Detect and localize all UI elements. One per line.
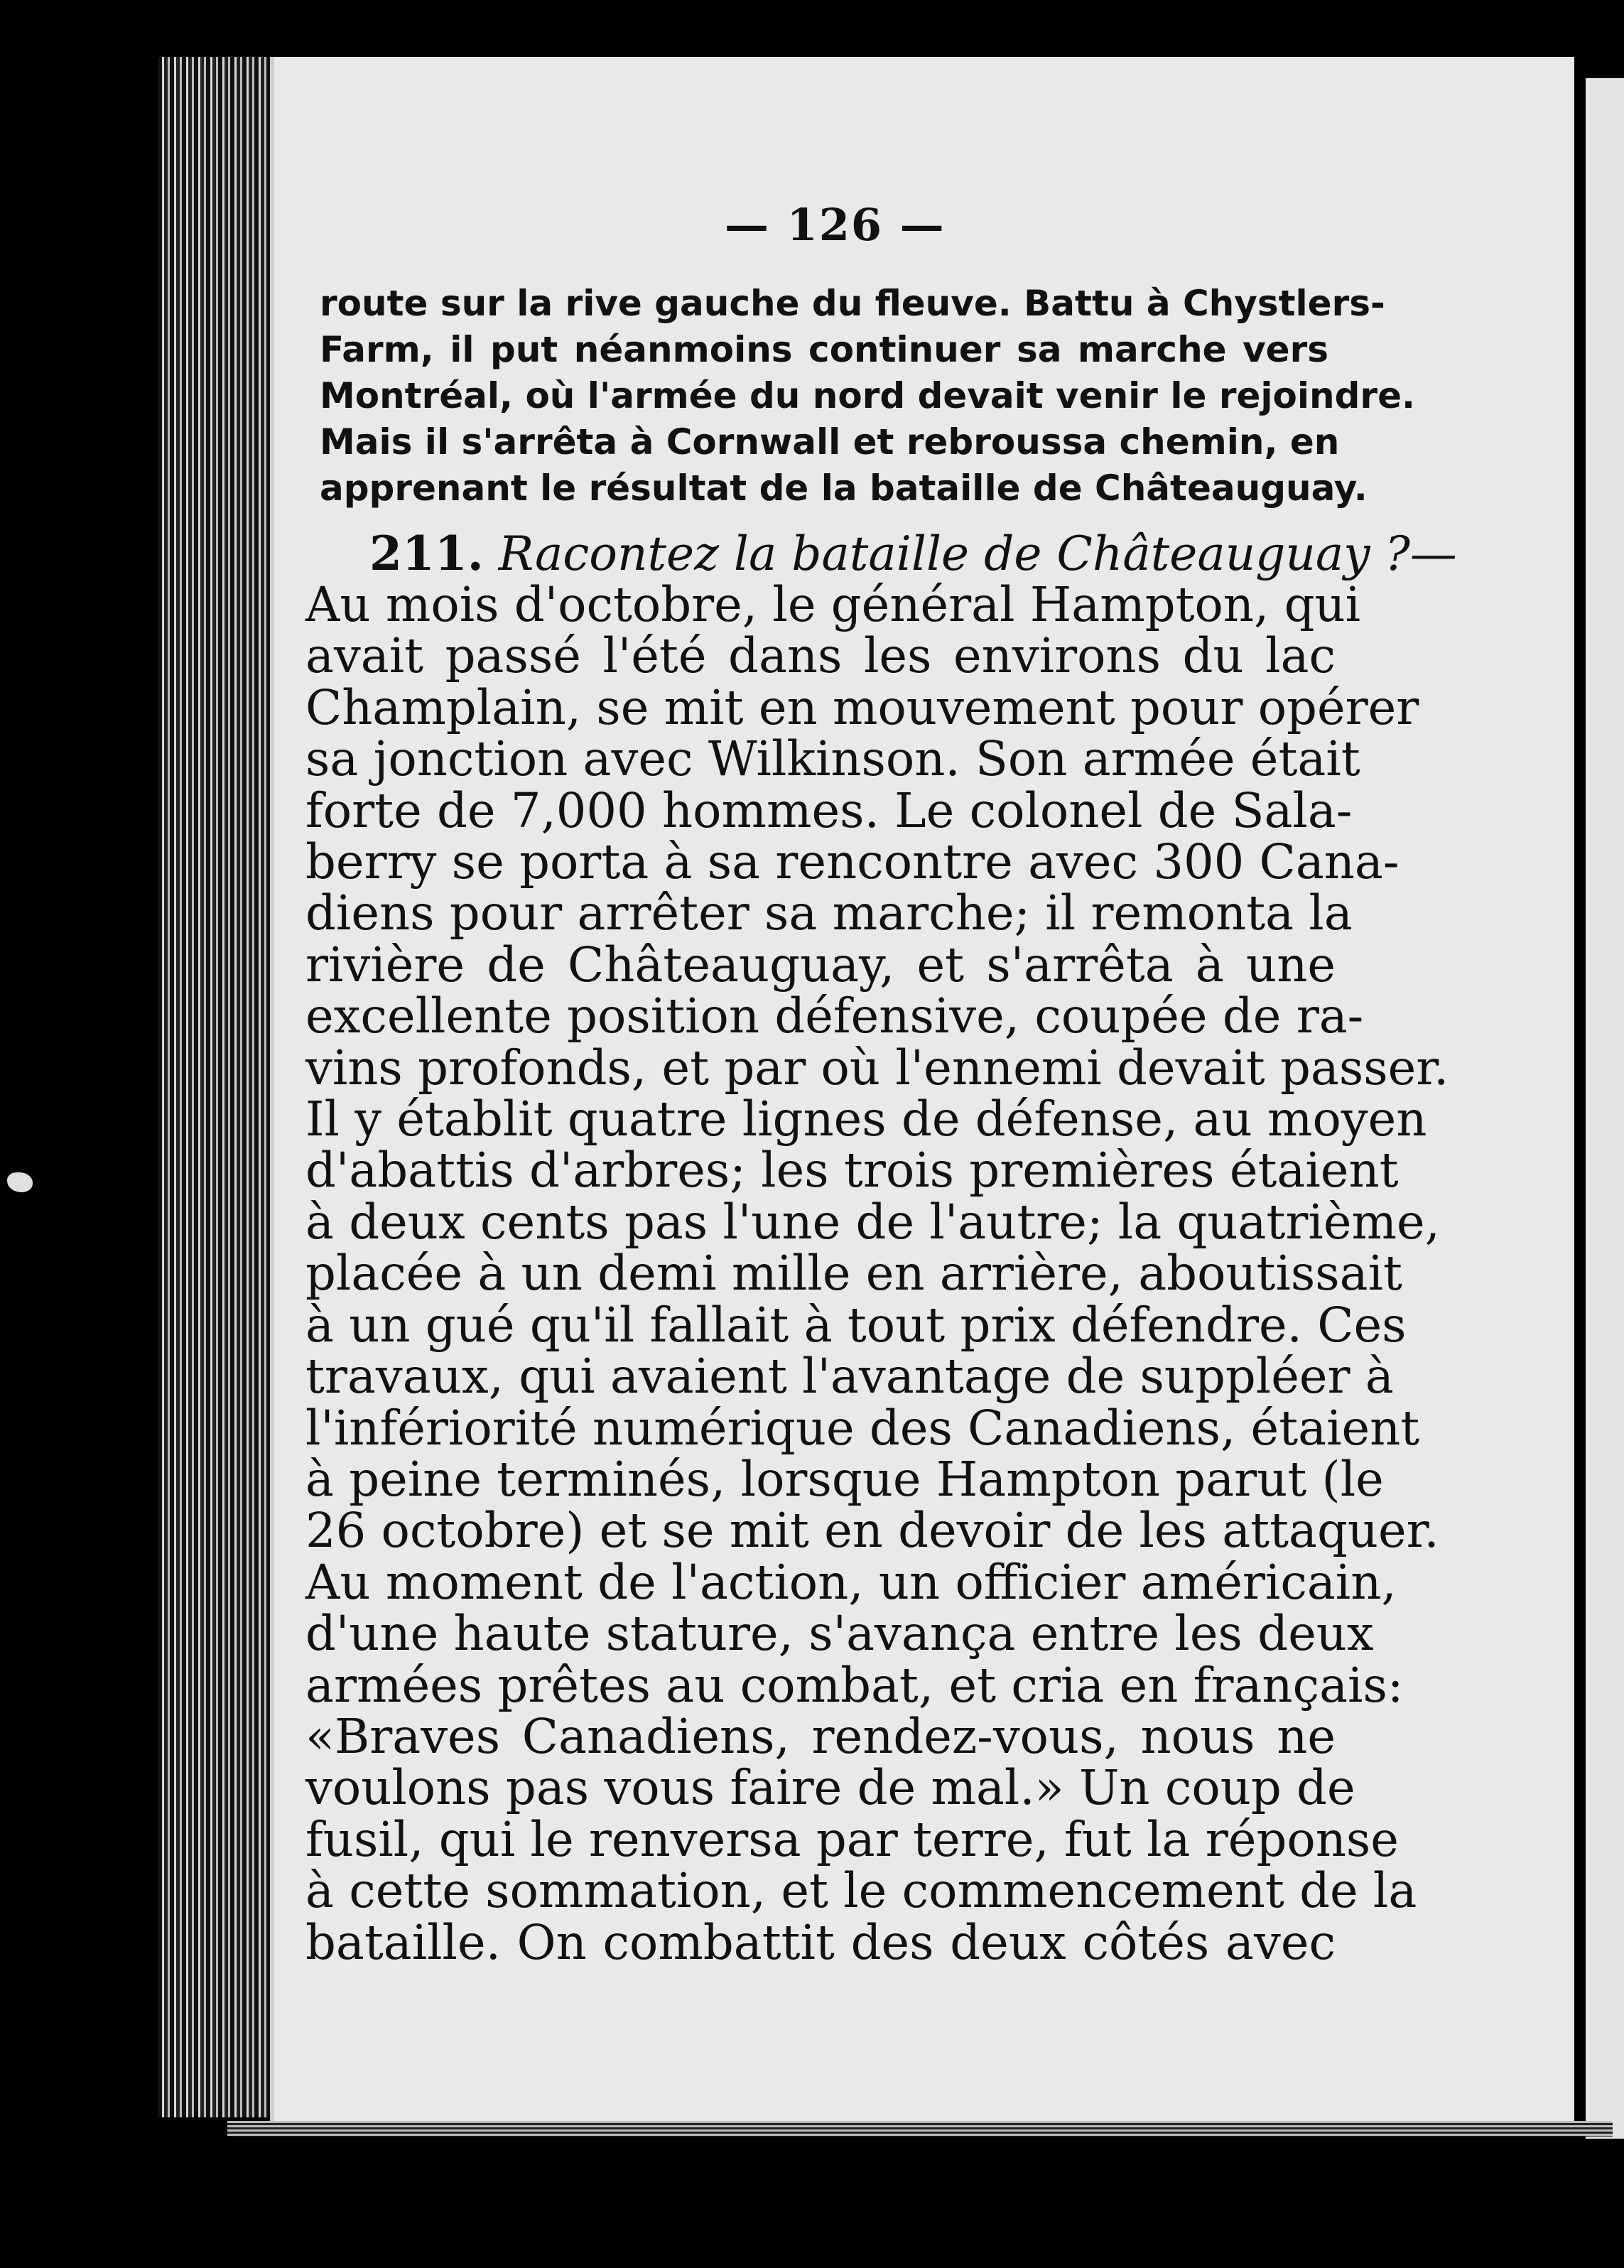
margin-speck [7, 1172, 33, 1192]
text-line: Montréal, où l'armée du nord devait venir le rejoindre. [320, 375, 1415, 416]
text-line: vins profonds, et par où l'ennemi devait passer. [305, 1040, 1449, 1096]
text-line: à deux cents pas l'une de l'autre; la quatrième, [305, 1194, 1440, 1250]
text-line: bataille. On combattit des deux côtés avec [305, 1914, 1336, 1970]
text-line: forte de 7,000 hommes. Le colonel de Sala- [305, 782, 1353, 838]
text-line: d'abattis d'arbres; les trois premières étaient [305, 1143, 1399, 1199]
text-line: 26 octobre) et se mit en devoir de les attaquer. [305, 1503, 1439, 1559]
text-line: fusil, qui le renversa par terre, fut la réponse [305, 1811, 1399, 1867]
text-line: placée à un demi mille en arrière, aboutissait [305, 1246, 1402, 1302]
text-line: Il y établit quatre lignes de défense, au moyen [305, 1091, 1427, 1148]
question-number: 211. [369, 526, 484, 581]
text-line: route sur la rive gauche du fleuve. Battu à Chystlers- [320, 283, 1385, 324]
text-line: à peine terminés, lorsque Hampton parut (le [305, 1451, 1384, 1507]
text-line: l'infériorité numérique des Canadiens, étaient [305, 1400, 1420, 1456]
text-line: Farm, il put néanmoins continuer sa marche vers [320, 329, 1328, 370]
facing-page-edge [1586, 78, 1624, 2139]
text-line: apprenant le résultat de la bataille de Châteauguay. [320, 468, 1368, 509]
text-line: Au moment de l'action, un officier américain, [305, 1554, 1397, 1610]
text-line: avait passé l'été dans les environs du lac [305, 628, 1336, 684]
page-number: — 126 — [725, 199, 946, 251]
text-line: travaux, qui avaient l'avantage de suppléer à [305, 1349, 1394, 1405]
text-line: à un gué qu'il fallait à tout prix défendre. Ces [305, 1297, 1407, 1353]
book-page-edges [158, 57, 271, 2117]
text-line: Champlain, se mit en mouvement pour opérer [305, 679, 1419, 735]
answer-paragraph [305, 577, 1449, 1970]
text-line: Au mois d'octobre, le général Hampton, qui [305, 577, 1361, 632]
text-line: Mais il s'arrêta à Cornwall et rebroussa chemin, en [320, 421, 1340, 463]
previous-paragraph [320, 281, 1415, 512]
question-text: Racontez la bataille de Châteauguay ?— [498, 526, 1457, 581]
text-line: armées prêtes au combat, et cria en français: [305, 1657, 1404, 1713]
text-line: excellente position défensive, coupée de ra- [305, 988, 1364, 1044]
text-line: voulons pas vous faire de mal.» Un coup de [305, 1760, 1355, 1816]
text-line: «Braves Canadiens, rendez-vous, nous ne [305, 1708, 1336, 1764]
text-line: rivière de Châteauguay, et s'arrêta à une [305, 936, 1336, 993]
text-line: diens pour arrêter sa marche; il remonta la [305, 885, 1353, 941]
text-line: d'une haute stature, s'avança entre les deux [305, 1606, 1374, 1662]
text-line: berry se porta à sa rencontre avec 300 Cana- [305, 834, 1400, 890]
text-line: sa jonction avec Wilkinson. Son armée était [305, 731, 1360, 787]
page-bottom-edges [227, 2121, 1613, 2137]
text-line: à cette sommation, et le commencement de la [305, 1863, 1417, 1919]
question-heading [369, 526, 1457, 581]
